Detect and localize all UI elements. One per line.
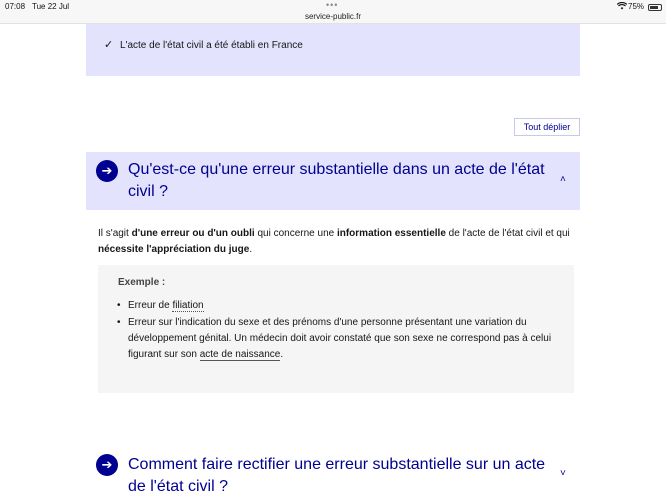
arrow-right-icon: ➔ (96, 454, 118, 476)
status-date: Tue 22 Jul (32, 2, 70, 11)
arrow-right-icon: ➔ (96, 160, 118, 182)
text-run: . (280, 349, 284, 360)
filiation-definition-link[interactable]: filiation (172, 300, 204, 311)
text-run-bold: d'une erreur ou d'un oubli (131, 228, 255, 239)
example-title: Exemple : (118, 277, 166, 288)
text-run-bold: information essentielle (336, 228, 446, 239)
wifi-icon (617, 2, 627, 12)
status-time: 07:08 (5, 2, 26, 11)
text-run-bold: nécessite l'appréciation du juge (98, 244, 250, 255)
battery-percent: 75% (628, 2, 645, 11)
list-item (116, 298, 556, 314)
text-run: Il s'agit (98, 228, 132, 239)
example-box (98, 265, 574, 393)
text-run: . (249, 244, 253, 255)
accordion-title: Qu'est-ce qu'une erreur substantielle dans un acte de l'état civil ? (128, 161, 545, 200)
accordion-title: Comment faire rectifier une erreur substantielle sur un acte de l'état civil ? (128, 456, 546, 495)
expand-all-button[interactable]: Tout déplier (514, 118, 580, 136)
text-run: Erreur de (128, 300, 173, 311)
accordion-body-paragraph (98, 226, 578, 258)
text-run: Erreur sur l'indication du sexe et des prénoms d'une personne présentant une variation du développement génital. Un médecin doit avoir constaté que son sexe ne correspond pas à celui figurant sur son (128, 317, 552, 360)
status-bar (0, 0, 666, 24)
chevron-down-icon: ˅ (560, 468, 566, 479)
multitask-dots-icon[interactable]: ••• (326, 0, 339, 10)
text-run: qui concerne une (254, 228, 337, 239)
condition-box (86, 24, 580, 76)
battery-icon (648, 4, 662, 11)
chevron-up-icon: ˄ (560, 174, 566, 185)
text-run: de l'acte de l'état civil et qui (445, 228, 570, 239)
acte-de-naissance-link[interactable]: acte de naissance (199, 349, 281, 360)
condition-text: L'acte de l'état civil a été établi en France (120, 40, 303, 51)
list-item (116, 315, 556, 363)
accordion-header-rectifier-erreur[interactable] (86, 450, 580, 500)
example-list (116, 298, 556, 364)
accordion-header-erreur-substantielle[interactable] (86, 152, 580, 210)
url-label[interactable]: service-public.fr (304, 12, 361, 21)
check-icon: ✓ (104, 39, 114, 51)
battery-fill (650, 6, 658, 9)
